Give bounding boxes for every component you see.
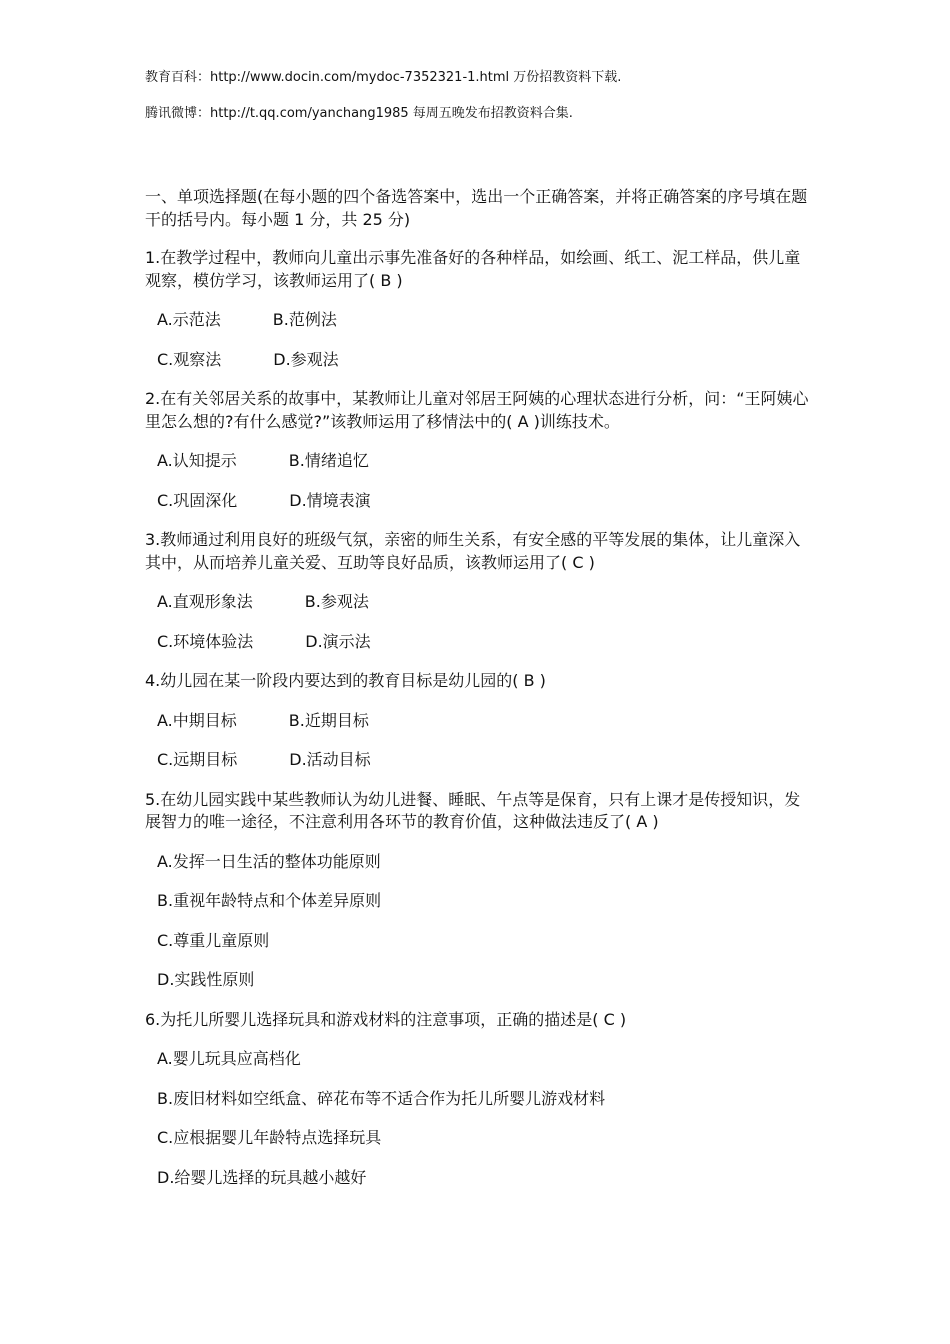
- question-stem: 4.幼儿园在某一阶段内要达到的教育目标是幼儿园的( B ): [145, 671, 546, 690]
- option-row: [157, 710, 815, 733]
- option-d: D.情境表演: [289, 490, 371, 510]
- option-b: B.废旧材料如空纸盒、碎花布等不适合作为托儿所婴儿游戏材料: [157, 1088, 606, 1108]
- option-b: B.范例法: [272, 310, 337, 329]
- option-a: A.示范法: [157, 310, 221, 329]
- option-a: A.认知提示: [157, 451, 237, 470]
- question-stem: 3.教师通过利用良好的班级气氛，亲密的师生关系，有安全感的平等发展的集体，让儿童深入其中，从而培养儿童关爱、互助等良好品质，该教师运用了( C ): [145, 530, 801, 572]
- option-d: D.实践性原则: [157, 970, 255, 989]
- exam-content: [145, 186, 815, 1206]
- option-c: C.远期目标: [157, 750, 238, 769]
- option-c: C.尊重儿童原则: [157, 930, 270, 950]
- option-d: D.活动目标: [289, 750, 371, 769]
- section-title: 一、单项选择题(在每小题的四个备选答案中，选出一个正确答案，并将正确答案的序号填在题干的括号内。每小题 1 分，共 25 分): [145, 187, 808, 229]
- option-row: [157, 749, 815, 772]
- option-row: [157, 490, 815, 513]
- option-b: B.参观法: [304, 592, 369, 611]
- option-a: A.直观形象法: [157, 592, 253, 611]
- option-d: D.参观法: [273, 349, 339, 369]
- option-c: C.环境体验法: [157, 631, 254, 651]
- header-docin-link: 教育百科：http://www.docin.com/mydoc-7352321-1.html 万份招教资料下载.: [145, 70, 622, 85]
- option-a: A.婴儿玩具应高档化: [157, 1049, 301, 1068]
- option-row: [157, 631, 815, 654]
- option-row: [157, 591, 815, 614]
- question-stem: 6.为托儿所婴儿选择玩具和游戏材料的注意事项，正确的描述是( C ): [145, 1009, 627, 1029]
- question-6: [145, 1009, 815, 1190]
- question-1: [145, 247, 815, 371]
- question-4: [145, 670, 815, 772]
- question-stem: 5.在幼儿园实践中某些教师认为幼儿进餐、睡眠、午点等是保育，只有上课才是传授知识，发展智力的唯一途径，不注意利用各环节的教育价值，这种做法违反了( A ): [145, 789, 801, 831]
- option-a: A.中期目标: [157, 710, 237, 730]
- question-stem: 1.在教学过程中，教师向儿童出示事先准备好的各种样品，如绘画、纸工、泥工样品，供儿童观察，模仿学习，该教师运用了( B ): [145, 248, 801, 290]
- option-b: B.近期目标: [288, 710, 369, 730]
- option-row: [157, 450, 815, 473]
- question-3: [145, 529, 815, 653]
- option-row: [157, 309, 815, 332]
- question-5: [145, 789, 815, 992]
- option-d: D.演示法: [305, 631, 371, 651]
- option-c: C.应根据婴儿年龄特点选择玩具: [157, 1128, 382, 1147]
- option-b: B.重视年龄特点和个体差异原则: [157, 891, 382, 910]
- option-c: C.观察法: [157, 349, 222, 369]
- option-b: B.情绪追忆: [288, 451, 369, 470]
- option-d: D.给婴儿选择的玩具越小越好: [157, 1167, 367, 1187]
- option-row: [157, 349, 815, 372]
- header-weibo-link: 腾讯微博：http://t.qq.com/yanchang1985 每周五晚发布招教资料合集.: [145, 106, 573, 121]
- option-a: A.发挥一日生活的整体功能原则: [157, 851, 381, 871]
- question-2: [145, 388, 815, 512]
- option-c: C.巩固深化: [157, 490, 238, 510]
- question-stem: 2.在有关邻居关系的故事中，某教师让儿童对邻居王阿姨的心理状态进行分析，问：“王阿姨心里怎么想的?有什么感觉?”该教师运用了移情法中的( A )训练技术。: [145, 389, 809, 431]
